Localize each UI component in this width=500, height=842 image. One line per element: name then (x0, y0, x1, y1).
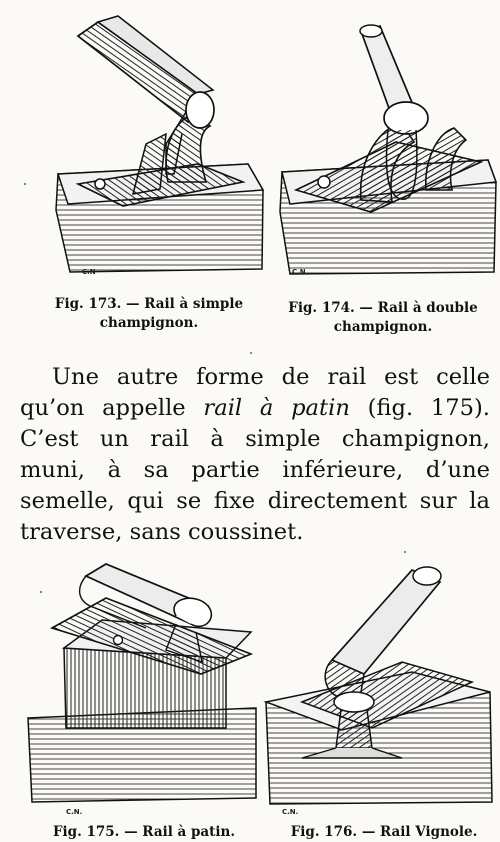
figure-173-title-line2: champignon. (99, 315, 199, 331)
figure-176-title: — Rail Vignole. (361, 824, 478, 840)
figure-176-illustration (262, 552, 494, 808)
figure-174-number: Fig. 174. (288, 300, 355, 316)
paragraph-text-end: (fig. 175). C’est un rail à simple champignon, muni, à sa partie inférieure, d’une semelle, qui se fixe directement sur la traverse, sans coussinet. (20, 395, 490, 545)
figure-173-number: Fig. 173. (54, 296, 122, 312)
figure-174-caption (266, 299, 500, 337)
figure-174-illustration (276, 22, 498, 278)
figure-174-signature: C.N. (292, 268, 309, 276)
print-speck (250, 352, 252, 354)
figure-175-illustration (26, 558, 258, 808)
figure-176-caption (270, 823, 498, 842)
paragraph-text-start: Une autre forme de rail est celle qu’on appelle (20, 364, 490, 421)
print-speck (404, 551, 406, 553)
figure-175-signature: C.N. (66, 808, 83, 816)
paragraph-emphasis: rail à patin (203, 395, 350, 421)
figure-174-title-line2: champignon. (333, 319, 433, 335)
figure-173-signature: C.N (82, 268, 96, 276)
figure-175-number: Fig. 175. (52, 824, 120, 840)
print-speck (24, 183, 26, 185)
figure-173-title-line1: — Rail à simple (126, 296, 244, 312)
figure-173-caption (34, 295, 264, 333)
figure-176-number: Fig. 176. (290, 824, 358, 840)
figure-174-title-line1: — Rail à double (359, 300, 478, 316)
figure-176-signature: C.N. (282, 808, 299, 816)
figure-175-title: — Rail à patin. (124, 824, 236, 840)
print-speck (40, 591, 42, 593)
figure-173-illustration (48, 14, 268, 276)
body-paragraph (20, 362, 490, 548)
figure-175-caption (34, 823, 254, 842)
